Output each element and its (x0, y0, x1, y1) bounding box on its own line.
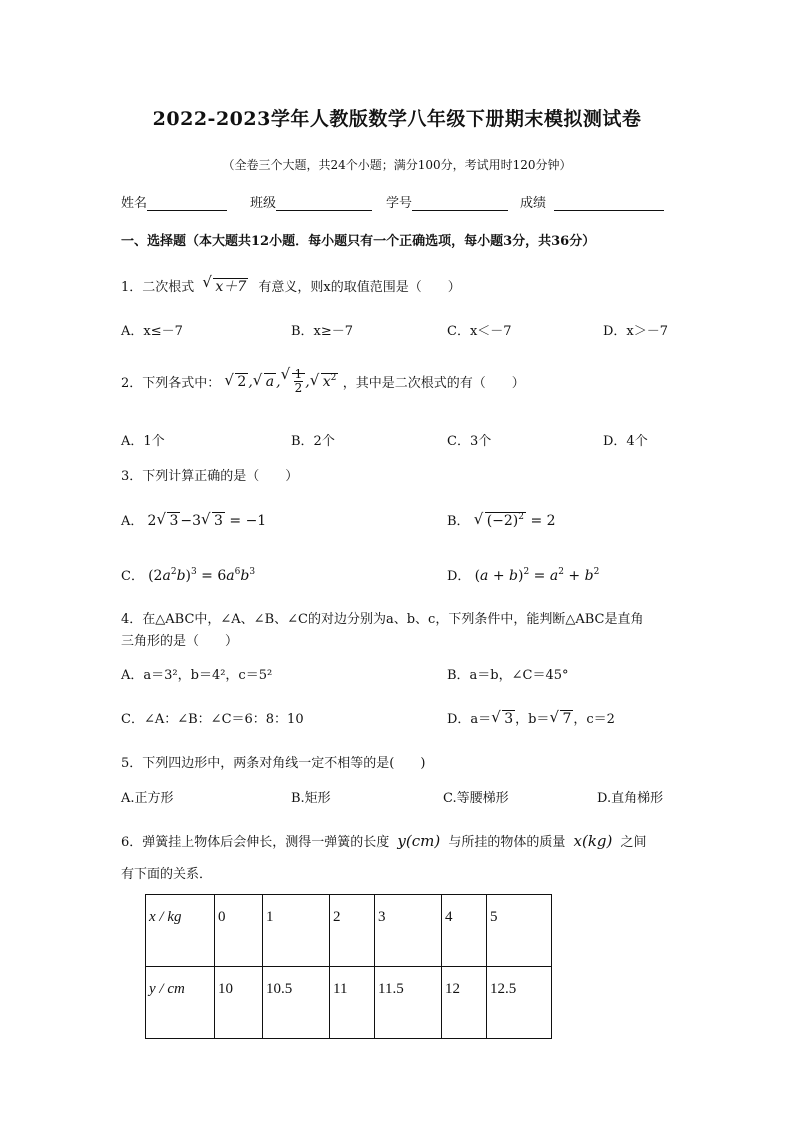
table-cell: 10 (215, 967, 263, 1039)
table-cell: 0 (215, 895, 263, 967)
q2-option-c[interactable]: C．3个 (447, 434, 492, 449)
q3-option-c[interactable]: C． $(2a^2b)^3 = 6a^6b^3$ (121, 567, 256, 584)
table-cell: 4 (442, 895, 487, 967)
q1-option-c[interactable]: C．x＜－7 (447, 324, 512, 339)
exam-subtitle: （全卷三个大题，共24个小题；满分100分，考试用时120分钟） (222, 158, 572, 172)
q3-option-b[interactable]: B． √ $(-2)^2 = 2$ (447, 510, 556, 529)
q3-option-a[interactable]: A． 2√ 3 −3√ 3 = −1 (121, 510, 266, 529)
table-cell: 12.5 (487, 967, 552, 1039)
q1-option-d[interactable]: D．x＞－7 (603, 324, 669, 339)
table-row-x (146, 895, 552, 967)
name-blank[interactable] (147, 196, 227, 211)
q6-var-x: x(kg) (573, 832, 613, 850)
question-6-line1: 6．弹簧挂上物体后会伸长，测得一弹簧的长度 y(cm) 与所挂的物体的质量 x(kg) 之间 (121, 832, 647, 850)
field-name: 姓名 (121, 192, 227, 211)
spring-data-table (145, 894, 552, 1039)
table-cell: 11.5 (375, 967, 442, 1039)
q4-option-c[interactable]: C．∠A：∠B：∠C＝6：8：10 (121, 712, 304, 727)
table-cell: 11 (330, 967, 375, 1039)
q2-option-b[interactable]: B．2个 (291, 434, 335, 449)
q5-option-a[interactable]: A.正方形 (121, 791, 174, 806)
question-4-line1: 4．在△ABC中，∠A、∠B、∠C的对边分别为a、b、c，下列条件中，能判断△ABC是直角 (121, 612, 644, 627)
question-2: 2．下列各式中： √ 2 ,√ a , √ $\frac{1}{2}$ ,√ $x^2$ ，其中是二次根式的有（ ） (121, 368, 525, 395)
table-cell: 5 (487, 895, 552, 967)
q1-option-b[interactable]: B．x≥－7 (291, 324, 354, 339)
q3-option-d[interactable]: D． $(a + b)^2 = a^2 + b^2$ (447, 567, 600, 584)
question-4-line2: 三角形的是（ ） (121, 634, 239, 649)
table-header-x: x / kg (146, 895, 215, 967)
student-id-blank[interactable] (412, 196, 508, 211)
field-class: 班级 (250, 192, 372, 211)
table-row-y (146, 967, 552, 1039)
question-3: 3．下列计算正确的是（ ） (121, 469, 299, 484)
q1-sqrt-expression: √ x＋7 (204, 276, 248, 296)
question-6-line2: 有下面的关系． (121, 867, 213, 882)
q5-option-d[interactable]: D.直角梯形 (597, 791, 664, 806)
score-blank[interactable] (554, 196, 664, 211)
table-header-y: y / cm (146, 967, 215, 1039)
q4-option-d[interactable]: D．a＝√ 3 ，b＝√ 7 ，c＝2 (447, 708, 615, 727)
question-5: 5．下列四边形中，两条对角线一定不相等的是( ) (121, 756, 426, 771)
q2-option-a[interactable]: A．1个 (121, 434, 165, 449)
q4-option-b[interactable]: B．a＝b，∠C＝45° (447, 668, 569, 683)
q2-option-d[interactable]: D．4个 (603, 434, 648, 449)
q2-radicals-list: √ 2 ,√ a , √ $\frac{1}{2}$ ,√ $x^2$ (224, 374, 342, 390)
q5-option-b[interactable]: B.矩形 (291, 791, 331, 806)
table-cell: 10.5 (263, 967, 330, 1039)
section-heading-choice: 一、选择题（本大题共12小题．每小题只有一个正确选项，每小题3分，共36分） (121, 234, 596, 249)
q1-option-a[interactable]: A．x≤－7 (121, 324, 183, 339)
field-student-id: 学号 (386, 192, 508, 211)
field-score: 成绩 (520, 192, 664, 211)
table-cell: 12 (442, 967, 487, 1039)
q4-option-a[interactable]: A．a＝3²，b＝4²，c＝5² (121, 668, 273, 683)
table-cell: 1 (263, 895, 330, 967)
class-blank[interactable] (276, 196, 372, 211)
table-cell: 3 (375, 895, 442, 967)
q6-var-y: y(cm) (397, 832, 441, 850)
table-cell: 2 (330, 895, 375, 967)
page-title: 2022-2023学年人教版数学八年级下册期末模拟测试卷 (152, 108, 642, 130)
q5-option-c[interactable]: C.等腰梯形 (443, 791, 509, 806)
question-1: 1．二次根式 √ x＋7 有意义，则x的取值范围是（ ） (121, 276, 461, 296)
